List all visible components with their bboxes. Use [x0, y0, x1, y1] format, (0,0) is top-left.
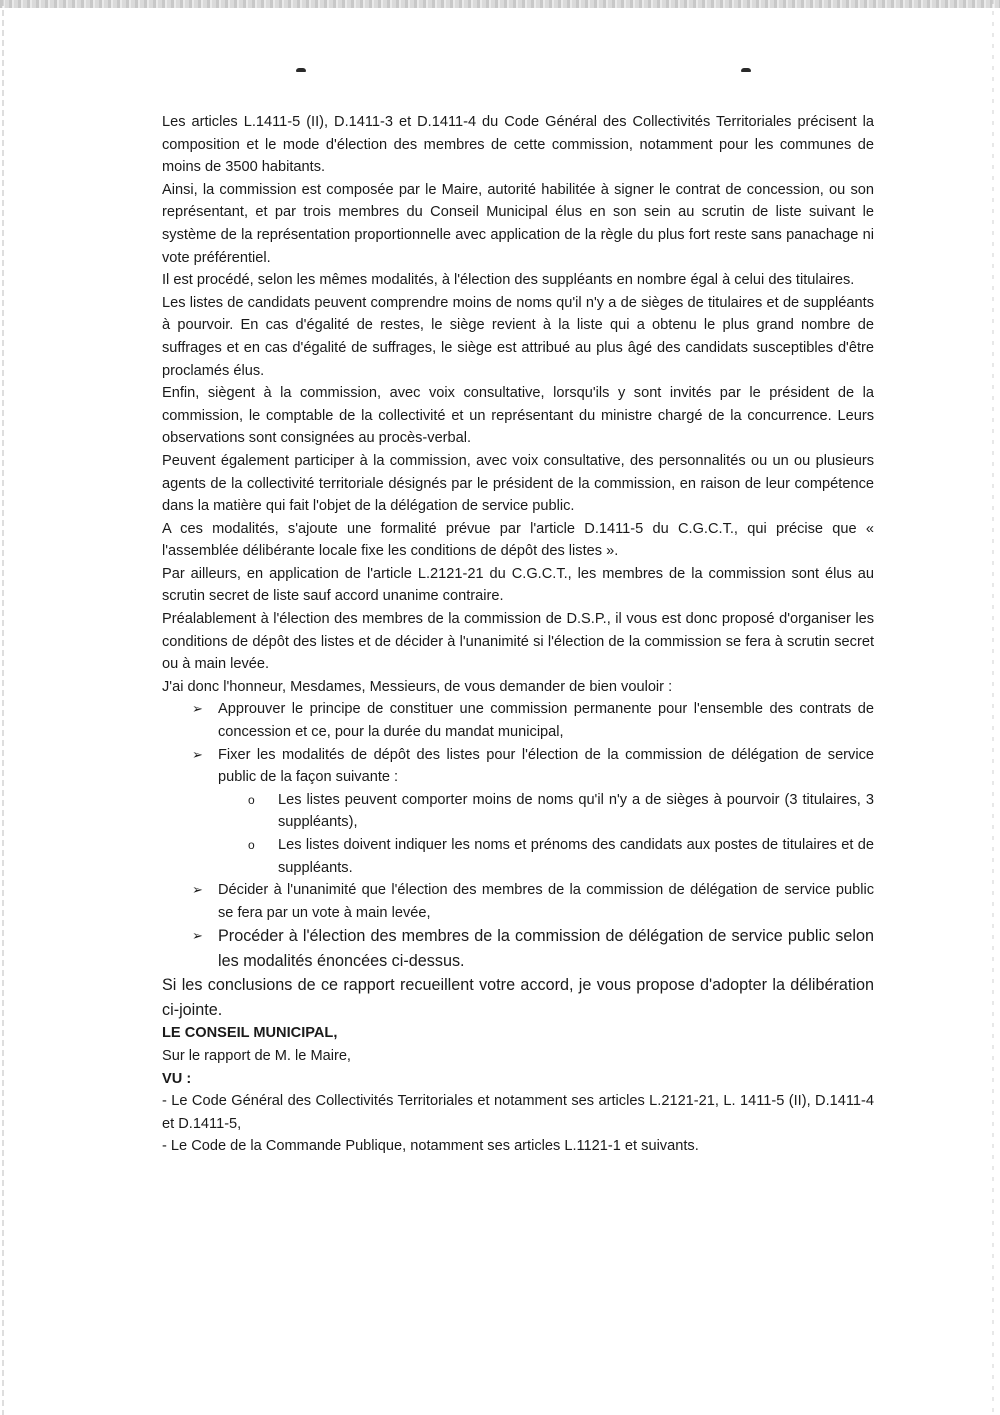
proposal-list [162, 698, 874, 973]
arrow-bullet-icon: ➢ [192, 882, 203, 898]
circle-bullet-icon: o [248, 838, 255, 852]
paragraph-suppleants: Il est procédé, selon les mêmes modalités, à l'élection des suppléants en nombre égal à celui des titulaires. [162, 272, 855, 289]
sub-list-item: o Les listes peuvent comporter moins de noms qu'il n'y a de sièges à pourvoir (3 titulaires, 3 suppléants), [218, 789, 874, 834]
list-item: ➢ Approuver le principe de constituer une commission permanente pour l'ensemble des contrats de concession et ce, pour la durée du mandat municipal, [162, 698, 874, 743]
council-heading: LE CONSEIL MUNICIPAL, [162, 1025, 338, 1042]
paragraph-personnalites: Peuvent également participer à la commission, avec voix consultative, des personnalités ou un ou plusieurs agents de la collectivité territoriale désignés par le président de la commission, en raison de leur compétence dans la matière qui fait l'objet de la délégation de service public. [162, 452, 874, 515]
paragraph-formalite: A ces modalités, s'ajoute une formalité prévue par l'article D.1411-5 du C.G.C.T., qui précise que « l'assemblée délibérante locale fixe les conditions de dépôt des listes ». [162, 520, 874, 560]
arrow-bullet-icon: ➢ [192, 928, 203, 944]
arrow-bullet-icon: ➢ [192, 746, 203, 762]
list-item: ➢ Procéder à l'élection des membres de la commission de délégation de service public selon les modalités énoncées ci-dessus. [162, 924, 874, 973]
sub-list-item: o Les listes doivent indiquer les noms et prénoms des candidats aux postes de titulaires et de suppléants. [218, 834, 874, 879]
punch-hole-left [296, 68, 306, 72]
sub-list [218, 789, 874, 879]
paragraph-conclusion: Si les conclusions de ce rapport recueillent votre accord, je vous propose d'adopter la délibération ci-jointe. [162, 976, 874, 1019]
paragraph-voix-consultative: Enfin, siègent à la commission, avec voix consultative, lorsqu'ils y sont invités par le président de la commission, le comptable de la collectivité et un représentant du ministre chargé de la concurrence. Leurs observations sont consignées au procès-verbal. [162, 385, 874, 447]
list-item: ➢ Fixer les modalités de dépôt des listes pour l'élection de la commission de délégation de service public de la façon suivante : o Les listes peuvent comporter moins de noms qu'il n'y a de sièges à pourvoir (3 titulaires, 3 suppléants), o Les listes doivent indiquer les noms et prénoms des candidats aux postes de titulaires et de suppléants. [162, 744, 874, 880]
document-page [162, 111, 874, 1158]
paragraph-honneur: J'ai donc l'honneur, Mesdames, Messieurs, de vous demander de bien vouloir : [162, 678, 673, 695]
paragraph-listes-candidats: Les listes de candidats peuvent comprendre moins de noms qu'il n'y a de sièges de titulaires et de suppléants à pourvoir. En cas d'égalité de restes, le siège revient à la liste qui a obtenu le plus grand nombre de suffrages et en cas d'égalité de suffrages, le siège est attribué au plus âgé des candidats susceptibles d'être proclamés élus. [162, 294, 874, 379]
report-line: Sur le rapport de M. le Maire, [162, 1047, 351, 1064]
paragraph-articles: Les articles L.1411-5 (II), D.1411-3 et D.1411-4 du Code Général des Collectivités Territoriales précisent la composition et le mode d'élection des membres de cette commission, notamment pour les communes de moins de 3500 habitants. [162, 114, 874, 176]
vu-item-ccp: - Le Code de la Commande Publique, notamment ses articles L.1121-1 et suivants. [162, 1138, 699, 1155]
paragraph-prealablement: Préalablement à l'élection des membres de la commission de D.S.P., il vous est donc proposé d'organiser les conditions de dépôt des listes et de décider à l'unanimité si l'élection de la commission se fera à scrutin secret ou à main levée. [162, 611, 874, 673]
vu-heading: VU : [162, 1070, 192, 1087]
scan-edge-top [0, 0, 1000, 8]
punch-hole-right [741, 68, 751, 72]
arrow-bullet-icon: ➢ [192, 701, 203, 717]
paragraph-scrutin-secret: Par ailleurs, en application de l'article L.2121-21 du C.G.C.T., les membres de la commission sont élus au scrutin secret de liste sauf accord unanime contraire. [162, 565, 874, 605]
paragraph-composition: Ainsi, la commission est composée par le Maire, autorité habilitée à signer le contrat de concession, ou son représentant, et par trois membres du Conseil Municipal élus en son sein au scrutin de liste suivant le système de la représentation proportionnelle avec application de la règle du plus fort reste sans panachage ni vote préférentiel. [162, 181, 874, 266]
vu-item-cgct: - Le Code Général des Collectivités Territoriales et notamment ses articles L.2121-21, L. 1411-5 (II), D.1411-4 et D.1411-5, [162, 1093, 874, 1132]
scan-edge-right [992, 0, 994, 1415]
circle-bullet-icon: o [248, 792, 255, 807]
list-item: ➢ Décider à l'unanimité que l'élection des membres de la commission de délégation de service public se fera par un vote à main levée, [162, 879, 874, 924]
scan-edge-left [2, 0, 4, 1415]
